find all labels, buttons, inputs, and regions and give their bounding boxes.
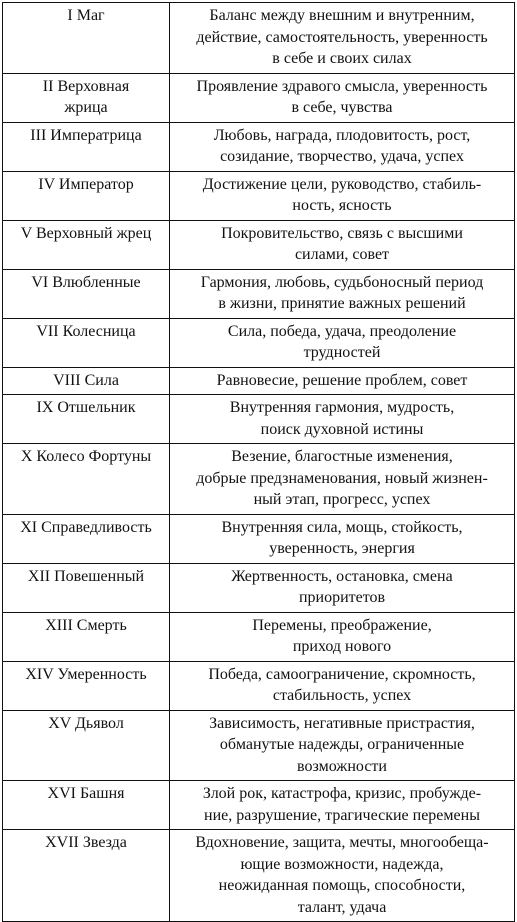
card-meaning-cell bbox=[170, 122, 515, 171]
card-meaning-line: Любовь, награда, плодовитость, рост, bbox=[213, 126, 471, 144]
card-name-line: VIII Сила bbox=[53, 371, 119, 389]
card-meaning-line: действие, самостоятельность, уверенность bbox=[196, 28, 488, 46]
table-row bbox=[3, 830, 515, 922]
card-name-cell bbox=[3, 710, 170, 781]
card-name-cell bbox=[3, 122, 170, 171]
card-name-cell bbox=[3, 395, 170, 444]
card-meaning-cell bbox=[170, 3, 515, 74]
card-name-line: VI Влюбленные bbox=[31, 273, 141, 291]
card-meaning-cell bbox=[170, 781, 515, 830]
card-meaning-line: уверенность, энергия bbox=[269, 540, 415, 557]
card-meaning-cell bbox=[170, 612, 515, 661]
card-name-cell bbox=[3, 3, 170, 74]
card-name-line: II Верховная bbox=[42, 77, 130, 95]
card-name-cell bbox=[3, 318, 170, 367]
card-meaning-line: в жизни, принятие важных решений bbox=[218, 295, 466, 312]
table-row bbox=[3, 514, 515, 563]
card-name-line: V Верховный жрец bbox=[20, 224, 152, 242]
card-name-line: XIV Умеренность bbox=[25, 665, 147, 683]
card-meaning-line: ность, ясность bbox=[292, 197, 392, 214]
card-meaning-line: Гармония, любовь, судьбоносный период bbox=[200, 273, 484, 291]
card-name-line: XI Справедливость bbox=[20, 518, 152, 536]
card-name-line: XIII Смерть bbox=[45, 616, 127, 634]
card-meaning-line: Везение, благостные изменения, bbox=[231, 448, 453, 465]
card-meaning-line: Вдохновение, защита, мечты, многообеща- bbox=[195, 834, 489, 851]
card-meaning-cell bbox=[170, 563, 515, 612]
card-name-cell bbox=[3, 269, 170, 318]
card-meaning-line: в себе, чувства bbox=[291, 99, 393, 116]
table-row bbox=[3, 73, 515, 122]
table-row bbox=[3, 220, 515, 269]
card-meaning-line: Проявление здравого смысла, уверенность bbox=[196, 77, 488, 95]
card-meaning-line: ный этап, прогресс, успех bbox=[253, 491, 431, 508]
card-name-line: жрица bbox=[64, 99, 108, 116]
card-name-cell bbox=[3, 612, 170, 661]
card-meaning-line: приход нового bbox=[292, 638, 392, 655]
table-row bbox=[3, 122, 515, 171]
table-row bbox=[3, 444, 515, 515]
card-meaning-cell bbox=[170, 171, 515, 220]
card-meaning-line: Злой рок, катастрофа, кризис, пробужде- bbox=[202, 785, 482, 802]
table-row bbox=[3, 269, 515, 318]
card-meaning-line: талант, удача bbox=[297, 898, 387, 916]
card-name-cell bbox=[3, 563, 170, 612]
table-row bbox=[3, 612, 515, 661]
card-meaning-line: неожиданная помощь, способности, bbox=[218, 877, 466, 894]
card-meaning-line: Достижение цели, руководство, стабиль- bbox=[202, 175, 482, 193]
card-meaning-line: Покровительство, связь с высшими bbox=[221, 224, 463, 242]
card-name-cell bbox=[3, 514, 170, 563]
card-meaning-cell bbox=[170, 269, 515, 318]
card-meaning-line: добрые предзнаменования, новый жизнен- bbox=[196, 469, 488, 487]
card-meaning-line: ние, разрушение, трагические перемены bbox=[204, 806, 480, 824]
card-name-line: XII Повешенный bbox=[27, 567, 145, 585]
table-row bbox=[3, 395, 515, 444]
table-body bbox=[3, 3, 515, 922]
card-name-cell bbox=[3, 367, 170, 395]
card-name-cell bbox=[3, 781, 170, 830]
card-name-cell bbox=[3, 661, 170, 710]
card-name-cell bbox=[3, 830, 170, 922]
table-row bbox=[3, 563, 515, 612]
card-meaning-line: стабильность, успех bbox=[272, 687, 412, 704]
card-meaning-line: Зависимость, негативные пристрастия, bbox=[209, 714, 475, 732]
card-name-line: III Императрица bbox=[30, 126, 142, 144]
card-name-line: X Колесо Фортуны bbox=[20, 448, 152, 465]
card-name-line: IV Император bbox=[38, 175, 134, 193]
card-name-line: IX Отшельник bbox=[36, 399, 136, 416]
card-meaning-line: ющие возможности, надежда, bbox=[240, 855, 444, 873]
card-name-cell bbox=[3, 73, 170, 122]
card-meaning-line: Внутренняя гармония, мудрость, bbox=[229, 399, 455, 416]
card-name-cell bbox=[3, 220, 170, 269]
card-meaning-line: Сила, победа, удача, преодоление bbox=[227, 322, 457, 340]
tarot-meanings-table bbox=[2, 2, 515, 922]
card-meaning-line: в себе и своих силах bbox=[272, 50, 412, 67]
card-meaning-cell bbox=[170, 444, 515, 515]
card-meaning-line: обманутые надежды, ограниченные bbox=[219, 736, 465, 753]
card-meaning-line: поиск духовной истины bbox=[260, 420, 424, 438]
card-meaning-line: Баланс между внешним и внутренним, bbox=[209, 7, 475, 24]
card-meaning-line: приоритетов bbox=[298, 589, 386, 606]
card-meaning-line: трудностей bbox=[303, 344, 381, 361]
card-meaning-cell bbox=[170, 661, 515, 710]
card-meaning-line: Победа, самоограничение, скромность, bbox=[208, 665, 476, 683]
card-name-line: VII Колесница bbox=[36, 322, 136, 340]
card-name-line: XVII Звезда bbox=[45, 834, 127, 851]
card-name-line: XV Дьявол bbox=[48, 714, 124, 732]
card-meaning-cell bbox=[170, 318, 515, 367]
card-meaning-cell bbox=[170, 73, 515, 122]
card-meaning-cell bbox=[170, 395, 515, 444]
card-meaning-cell bbox=[170, 830, 515, 922]
card-name-cell bbox=[3, 444, 170, 515]
card-meaning-line: Жертвенность, остановка, смена bbox=[231, 567, 453, 585]
card-meaning-line: Равновесие, решение проблем, совет bbox=[216, 371, 468, 389]
table-row bbox=[3, 781, 515, 830]
card-meaning-line: силами, совет bbox=[294, 246, 390, 263]
table-row bbox=[3, 710, 515, 781]
card-name-line: XVI Башня bbox=[47, 785, 125, 802]
card-name-cell bbox=[3, 171, 170, 220]
table-row bbox=[3, 3, 515, 74]
card-meaning-cell bbox=[170, 367, 515, 395]
table-row bbox=[3, 318, 515, 367]
card-meaning-line: созидание, творчество, удача, успех bbox=[220, 148, 464, 165]
card-meaning-line: возможности bbox=[297, 757, 387, 775]
card-meaning-cell bbox=[170, 220, 515, 269]
table-row bbox=[3, 367, 515, 395]
card-meaning-cell bbox=[170, 710, 515, 781]
card-meaning-line: Перемены, преображение, bbox=[252, 616, 432, 634]
table-row bbox=[3, 171, 515, 220]
table-row bbox=[3, 661, 515, 710]
card-meaning-line: Внутренняя сила, мощь, стойкость, bbox=[221, 518, 463, 536]
card-meaning-cell bbox=[170, 514, 515, 563]
card-name-line: I Маг bbox=[67, 7, 105, 24]
